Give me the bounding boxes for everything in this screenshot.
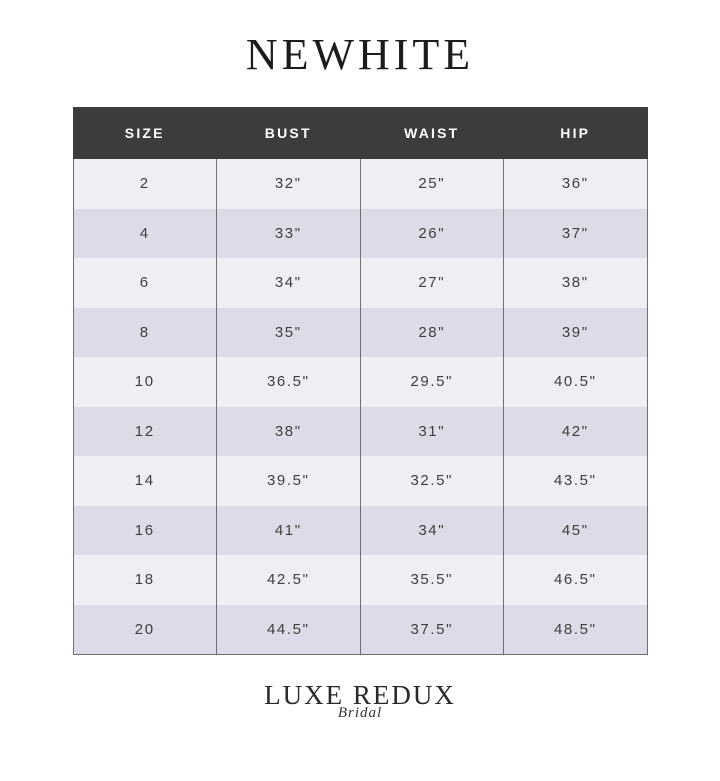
table-row [73, 605, 647, 655]
cell-waist: 27" [360, 258, 504, 308]
cell-size: 4 [73, 209, 217, 259]
column-header-waist: WAIST [360, 108, 504, 159]
cell-hip: 48.5" [504, 605, 648, 655]
table-row [73, 407, 647, 457]
column-header-size: SIZE [73, 108, 217, 159]
cell-hip: 37" [504, 209, 648, 259]
cell-hip: 40.5" [504, 357, 648, 407]
table-row [73, 357, 647, 407]
cell-waist: 35.5" [360, 555, 504, 605]
cell-bust: 41" [217, 506, 361, 556]
cell-bust: 39.5" [217, 456, 361, 506]
table-body [73, 159, 647, 655]
cell-size: 10 [73, 357, 217, 407]
table-row [73, 555, 647, 605]
column-header-bust: BUST [217, 108, 361, 159]
table-row [73, 209, 647, 259]
footer-brand-tagline: Bridal [337, 705, 383, 722]
cell-hip: 39" [504, 308, 648, 358]
table-row [73, 506, 647, 556]
cell-size: 18 [73, 555, 217, 605]
cell-waist: 28" [360, 308, 504, 358]
cell-waist: 34" [360, 506, 504, 556]
cell-hip: 42" [504, 407, 648, 457]
cell-hip: 36" [504, 159, 648, 209]
page-title: NEWHITE [245, 30, 475, 79]
cell-waist: 29.5" [360, 357, 504, 407]
cell-bust: 33" [217, 209, 361, 259]
cell-hip: 45" [504, 506, 648, 556]
cell-size: 20 [73, 605, 217, 655]
table-row [73, 456, 647, 506]
cell-waist: 26" [360, 209, 504, 259]
size-chart-table [73, 107, 648, 655]
cell-bust: 42.5" [217, 555, 361, 605]
cell-size: 16 [73, 506, 217, 556]
footer-logo [0, 681, 720, 722]
cell-bust: 35" [217, 308, 361, 358]
cell-size: 2 [73, 159, 217, 209]
table-row [73, 308, 647, 358]
cell-waist: 32.5" [360, 456, 504, 506]
cell-hip: 43.5" [504, 456, 648, 506]
cell-bust: 32" [217, 159, 361, 209]
cell-size: 12 [73, 407, 217, 457]
cell-waist: 31" [360, 407, 504, 457]
cell-hip: 38" [504, 258, 648, 308]
cell-size: 8 [73, 308, 217, 358]
cell-bust: 44.5" [217, 605, 361, 655]
table-row [73, 258, 647, 308]
cell-bust: 34" [217, 258, 361, 308]
size-chart-table-wrapper [73, 107, 648, 655]
table-header [73, 108, 647, 159]
footer-brand-name: LUXE REDUX [264, 680, 456, 710]
cell-hip: 46.5" [504, 555, 648, 605]
cell-waist: 25" [360, 159, 504, 209]
cell-size: 14 [73, 456, 217, 506]
cell-bust: 38" [217, 407, 361, 457]
column-header-hip: HIP [504, 108, 648, 159]
table-row [73, 159, 647, 209]
cell-bust: 36.5" [217, 357, 361, 407]
table-header-row [73, 108, 647, 159]
cell-size: 6 [73, 258, 217, 308]
cell-waist: 37.5" [360, 605, 504, 655]
